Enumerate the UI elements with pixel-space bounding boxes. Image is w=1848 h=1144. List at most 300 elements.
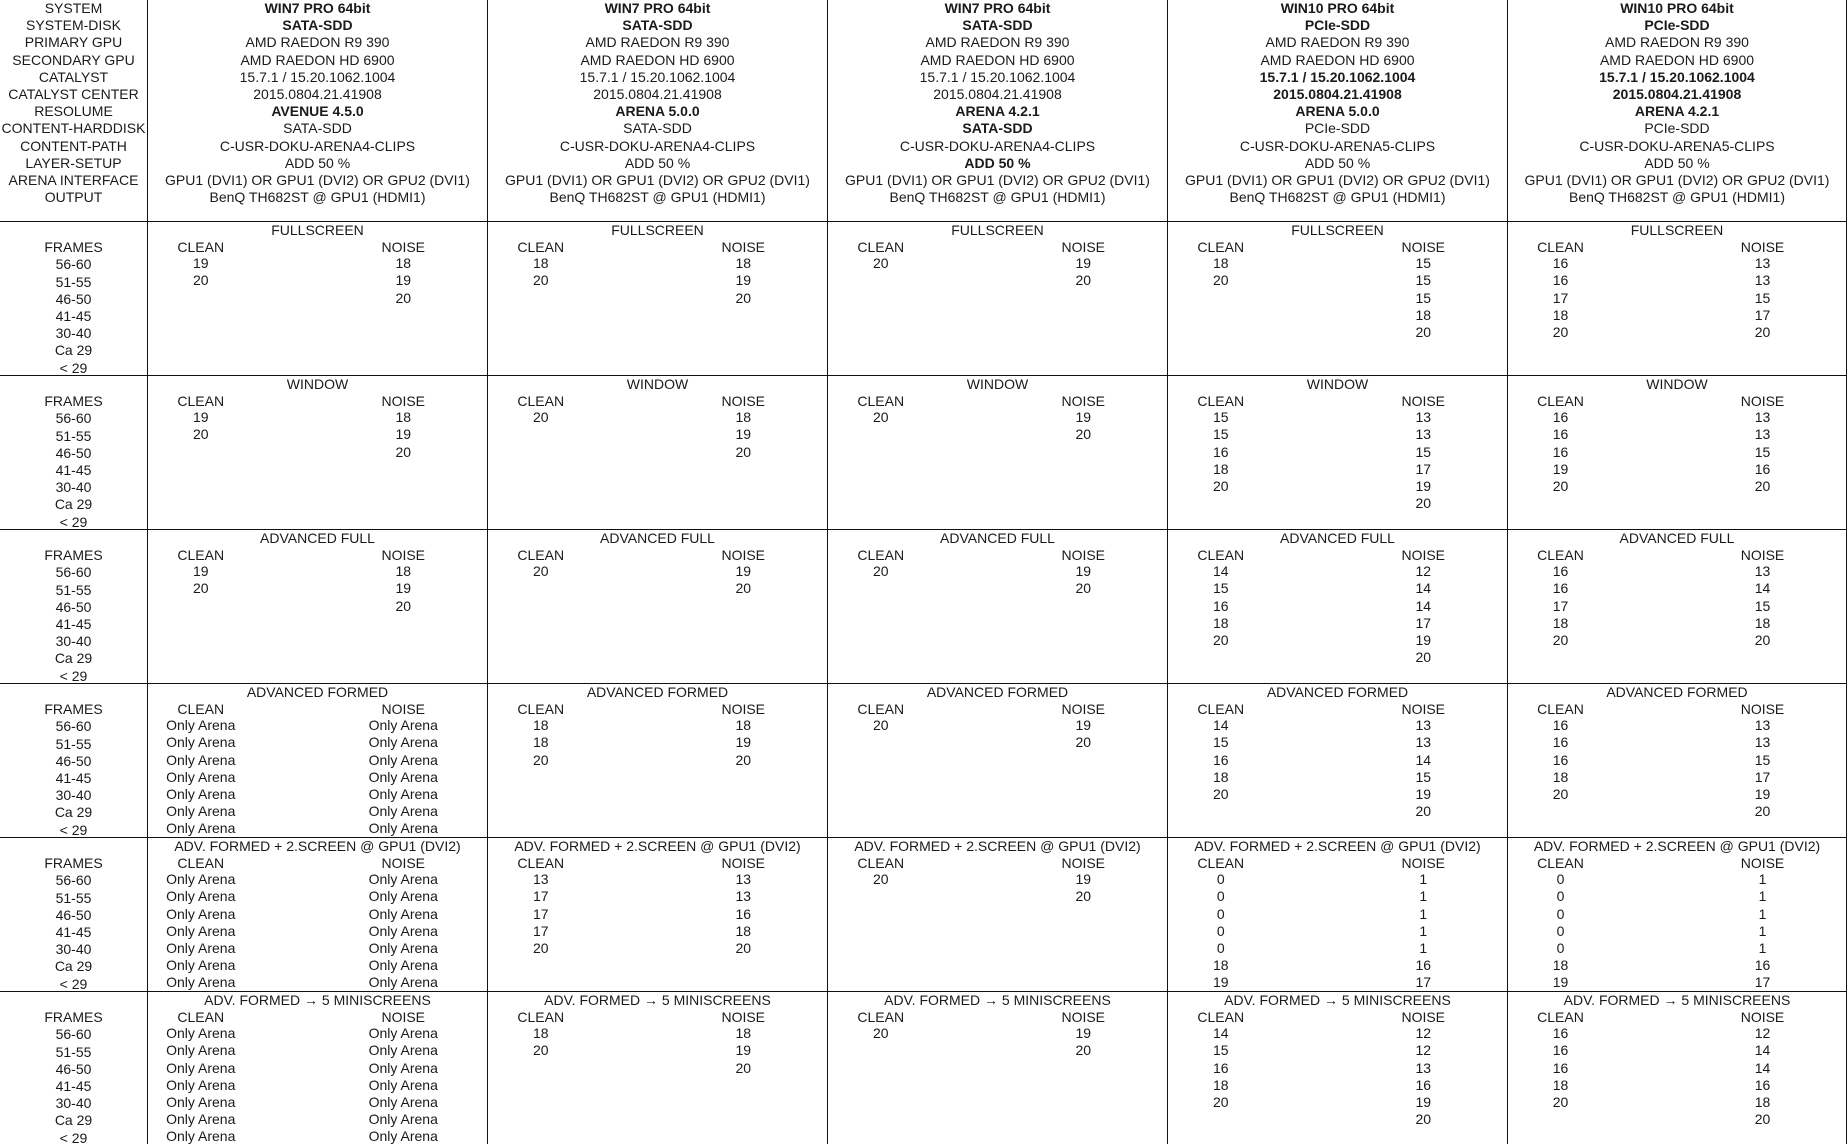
result-cell	[148, 222, 488, 376]
noise-value: 19	[999, 255, 1169, 272]
result-row	[1168, 632, 1507, 649]
clean-noise-header	[148, 1009, 487, 1025]
clean-value: 14	[1168, 1025, 1306, 1042]
result-row	[828, 1025, 1167, 1042]
result-row	[1168, 615, 1507, 632]
result-row	[488, 906, 827, 923]
clean-value: 14	[1168, 717, 1306, 734]
result-row	[1168, 307, 1507, 324]
result-row	[1508, 923, 1846, 940]
noise-value: 1	[1678, 888, 1847, 905]
spec-value: WIN10 PRO 64bit	[1168, 0, 1507, 17]
noise-value: 19	[659, 426, 829, 443]
result-row	[488, 255, 827, 272]
frame-range-label: < 29	[0, 822, 147, 839]
noise-value: 1	[1339, 871, 1509, 888]
spec-value: AMD RAEDON HD 6900	[148, 52, 487, 69]
spec-value: BenQ TH682ST @ GPU1 (HDMI1)	[148, 189, 487, 206]
section-title: WINDOW	[1168, 376, 1507, 393]
clean-value: 20	[828, 1025, 966, 1042]
frame-range-label: 51-55	[0, 428, 147, 445]
result-row	[488, 888, 827, 905]
noise-value: 16	[659, 906, 829, 923]
result-row	[488, 444, 827, 461]
clean-value: 16	[1508, 1042, 1645, 1059]
clean-value: 0	[1168, 940, 1306, 957]
clean-value: 15	[1168, 409, 1306, 426]
result-row	[1168, 769, 1507, 786]
noise-value: Only Arena	[319, 717, 489, 734]
frame-range-label: 41-45	[0, 308, 147, 325]
noise-value: 13	[1678, 563, 1847, 580]
result-row	[828, 734, 1167, 751]
result-row	[148, 598, 487, 615]
frame-range-label: 30-40	[0, 479, 147, 496]
result-row	[1508, 957, 1846, 974]
clean-value: 16	[1508, 255, 1645, 272]
clean-header: CLEAN	[828, 1009, 966, 1025]
result-row	[1168, 1111, 1507, 1128]
clean-value: 20	[1508, 1094, 1645, 1111]
noise-header: NOISE	[659, 701, 829, 717]
clean-value: 20	[1168, 786, 1306, 803]
spec-value: ARENA 4.2.1	[1508, 103, 1846, 120]
noise-value: Only Arena	[319, 1077, 489, 1094]
noise-value: 15	[1339, 255, 1509, 272]
noise-value: 18	[1678, 615, 1847, 632]
noise-value: 19	[659, 1042, 829, 1059]
section-title: ADVANCED FORMED	[488, 684, 827, 701]
noise-header: NOISE	[1339, 855, 1509, 871]
noise-value: 19	[999, 871, 1169, 888]
noise-value: 20	[659, 580, 829, 597]
clean-value	[148, 290, 286, 307]
noise-value: 20	[319, 444, 489, 461]
frame-range-label: 56-60	[0, 564, 147, 581]
noise-value: Only Arena	[319, 1094, 489, 1111]
noise-value: 19	[999, 409, 1169, 426]
clean-value	[828, 734, 966, 751]
noise-header: NOISE	[999, 1009, 1169, 1025]
clean-value: Only Arena	[148, 974, 286, 991]
noise-header: NOISE	[1339, 1009, 1509, 1025]
spec-value: GPU1 (DVI1) OR GPU1 (DVI2) OR GPU2 (DVI1)	[1168, 172, 1507, 189]
clean-value: Only Arena	[148, 1094, 286, 1111]
clean-value: Only Arena	[148, 752, 286, 769]
result-cell	[148, 992, 488, 1144]
frame-range-label: 30-40	[0, 787, 147, 804]
frame-range-label: Ca 29	[0, 342, 147, 359]
result-row	[1168, 940, 1507, 957]
noise-header: NOISE	[999, 855, 1169, 871]
result-row	[148, 290, 487, 307]
clean-value: 18	[488, 717, 626, 734]
spec-value: AMD RAEDON R9 390	[828, 34, 1167, 51]
result-cell	[148, 838, 488, 992]
clean-value: 19	[148, 563, 286, 580]
noise-value: Only Arena	[319, 906, 489, 923]
clean-noise-header	[488, 701, 827, 717]
noise-value: 14	[1339, 598, 1509, 615]
spec-value: WIN7 PRO 64bit	[488, 0, 827, 17]
clean-noise-header	[148, 855, 487, 871]
clean-value	[488, 290, 626, 307]
noise-value: Only Arena	[319, 752, 489, 769]
section-title: ADVANCED FULL	[1508, 530, 1846, 547]
clean-value	[828, 426, 966, 443]
section-title: ADV. FORMED + 2.SCREEN @ GPU1 (DVI2)	[148, 838, 487, 855]
noise-value: 16	[1339, 1077, 1509, 1094]
section-title: ADV. FORMED + 2.SCREEN @ GPU1 (DVI2)	[488, 838, 827, 855]
clean-value: 0	[1508, 871, 1645, 888]
result-row	[1168, 803, 1507, 820]
result-row	[148, 752, 487, 769]
frame-range-label: 46-50	[0, 907, 147, 924]
spec-value: 15.7.1 / 15.20.1062.1004	[488, 69, 827, 86]
clean-value: 18	[1508, 615, 1645, 632]
noise-value: 20	[999, 734, 1169, 751]
frames-heading: FRAMES	[0, 239, 147, 256]
result-row	[1168, 649, 1507, 666]
result-row	[828, 717, 1167, 734]
clean-value: 18	[1508, 769, 1645, 786]
clean-noise-header	[828, 1009, 1167, 1025]
frame-range-label: Ca 29	[0, 958, 147, 975]
clean-value: 17	[488, 888, 626, 905]
result-row	[1168, 272, 1507, 289]
clean-value: Only Arena	[148, 1025, 286, 1042]
frame-range-label: 56-60	[0, 1026, 147, 1043]
result-row	[1168, 1077, 1507, 1094]
noise-value: 19	[1339, 786, 1509, 803]
result-row	[828, 563, 1167, 580]
section-title: ADVANCED FORMED	[1508, 684, 1846, 701]
noise-header: NOISE	[319, 855, 489, 871]
noise-value: 20	[659, 752, 829, 769]
clean-value: 16	[1168, 1060, 1306, 1077]
result-row	[148, 906, 487, 923]
noise-value: 14	[1339, 580, 1509, 597]
spec-value: BenQ TH682ST @ GPU1 (HDMI1)	[1508, 189, 1846, 206]
noise-value: 18	[659, 255, 829, 272]
clean-noise-header	[1508, 1009, 1846, 1025]
clean-value: Only Arena	[148, 1077, 286, 1094]
clean-header: CLEAN	[148, 701, 286, 717]
spec-value: SATA-SDD	[148, 120, 487, 137]
noise-value: 13	[1339, 426, 1509, 443]
result-row	[148, 426, 487, 443]
spec-value: ADD 50 %	[1168, 155, 1507, 172]
result-row	[148, 409, 487, 426]
result-row	[488, 1042, 827, 1059]
noise-value: 20	[319, 598, 489, 615]
spec-value: AMD RAEDON HD 6900	[488, 52, 827, 69]
clean-value: 17	[488, 923, 626, 940]
spec-value: SATA-SDD	[488, 17, 827, 34]
spec-value: AMD RAEDON R9 390	[1168, 34, 1507, 51]
noise-value: 13	[659, 871, 829, 888]
noise-header: NOISE	[659, 393, 829, 409]
spec-value: SATA-SDD	[148, 17, 487, 34]
spec-value: 2015.0804.21.41908	[1508, 86, 1846, 103]
frame-range-label: Ca 29	[0, 650, 147, 667]
section-title: FULLSCREEN	[488, 222, 827, 239]
frame-range-label: 56-60	[0, 410, 147, 427]
noise-value: 19	[999, 717, 1169, 734]
result-row	[1508, 255, 1846, 272]
clean-value	[1508, 1111, 1645, 1128]
clean-noise-header	[828, 855, 1167, 871]
noise-value: 13	[1678, 409, 1847, 426]
noise-value: Only Arena	[319, 734, 489, 751]
noise-value: 20	[999, 1042, 1169, 1059]
section-title: ADV. FORMED + 2.SCREEN @ GPU1 (DVI2)	[1168, 838, 1507, 855]
result-row	[1508, 769, 1846, 786]
result-cell	[1168, 376, 1508, 530]
noise-header: NOISE	[1339, 701, 1509, 717]
noise-value: 17	[1339, 461, 1509, 478]
result-cell	[488, 376, 828, 530]
clean-header: CLEAN	[828, 393, 966, 409]
noise-value: Only Arena	[319, 1128, 489, 1144]
noise-value: 13	[659, 888, 829, 905]
clean-value: 20	[1508, 632, 1645, 649]
noise-value: 19	[319, 426, 489, 443]
result-row	[148, 1111, 487, 1128]
clean-noise-header	[148, 547, 487, 563]
clean-value	[488, 580, 626, 597]
clean-value: 15	[1168, 426, 1306, 443]
clean-value: 16	[1508, 1060, 1645, 1077]
result-row	[1508, 871, 1846, 888]
result-row	[1168, 444, 1507, 461]
spec-value: BenQ TH682ST @ GPU1 (HDMI1)	[828, 189, 1167, 206]
noise-value: 13	[1678, 255, 1847, 272]
frame-range-label: 51-55	[0, 274, 147, 291]
section-title: ADV. FORMED → 5 MINISCREENS	[828, 992, 1167, 1009]
result-row	[828, 1042, 1167, 1059]
clean-value: 20	[828, 717, 966, 734]
spec-value: WIN10 PRO 64bit	[1508, 0, 1846, 17]
frame-range-label: 51-55	[0, 1044, 147, 1061]
clean-value: 0	[1508, 940, 1645, 957]
result-row	[1508, 324, 1846, 341]
clean-header: CLEAN	[1508, 855, 1645, 871]
system-spec-cell	[488, 0, 828, 222]
frame-range-label: 30-40	[0, 325, 147, 342]
header-label: PRIMARY GPU	[0, 34, 147, 51]
clean-value: Only Arena	[148, 734, 286, 751]
result-row	[488, 717, 827, 734]
result-row	[1508, 974, 1846, 991]
clean-noise-header	[1508, 855, 1846, 871]
clean-noise-header	[148, 393, 487, 409]
noise-value: 18	[1339, 307, 1509, 324]
clean-noise-header	[1168, 701, 1507, 717]
noise-header: NOISE	[1339, 239, 1509, 255]
clean-noise-header	[148, 701, 487, 717]
clean-noise-header	[488, 855, 827, 871]
clean-value	[1168, 649, 1306, 666]
clean-value: 17	[488, 906, 626, 923]
noise-value: 15	[1339, 444, 1509, 461]
result-cell	[148, 530, 488, 684]
result-cell	[148, 684, 488, 838]
result-cell	[828, 376, 1168, 530]
noise-header: NOISE	[999, 547, 1169, 563]
system-spec-cell	[1508, 0, 1847, 222]
noise-value: 17	[1678, 769, 1847, 786]
clean-value: 18	[488, 734, 626, 751]
noise-value: Only Arena	[319, 803, 489, 820]
clean-noise-header	[1168, 855, 1507, 871]
result-cell	[1508, 222, 1847, 376]
header-label: SECONDARY GPU	[0, 52, 147, 69]
result-row	[1508, 786, 1846, 803]
header-label: RESOLUME	[0, 103, 147, 120]
section-title: ADV. FORMED → 5 MINISCREENS	[1168, 992, 1507, 1009]
spec-value: AMD RAEDON R9 390	[148, 34, 487, 51]
clean-value: Only Arena	[148, 1060, 286, 1077]
clean-value	[1508, 803, 1645, 820]
frame-range-label: 56-60	[0, 718, 147, 735]
noise-value: 18	[319, 409, 489, 426]
clean-value: 20	[488, 940, 626, 957]
noise-value: 20	[659, 940, 829, 957]
frame-range-label: 56-60	[0, 256, 147, 273]
result-row	[1168, 888, 1507, 905]
clean-header: CLEAN	[1508, 701, 1645, 717]
frame-range-label: 30-40	[0, 633, 147, 650]
clean-value: 17	[1508, 290, 1645, 307]
noise-value: 19	[999, 1025, 1169, 1042]
clean-value	[1168, 324, 1306, 341]
noise-header: NOISE	[659, 855, 829, 871]
result-row	[488, 290, 827, 307]
clean-value: 19	[1508, 974, 1645, 991]
result-row	[148, 1094, 487, 1111]
noise-value: Only Arena	[319, 957, 489, 974]
clean-value: 14	[1168, 563, 1306, 580]
result-cell	[1508, 684, 1847, 838]
result-cell	[1168, 530, 1508, 684]
noise-value: 20	[1339, 649, 1509, 666]
result-row	[1508, 1077, 1846, 1094]
section-title: FULLSCREEN	[148, 222, 487, 239]
clean-noise-header	[828, 547, 1167, 563]
result-cell	[1168, 684, 1508, 838]
noise-header: NOISE	[1339, 393, 1509, 409]
noise-value: 19	[659, 272, 829, 289]
spec-value: SATA-SDD	[828, 17, 1167, 34]
noise-header: NOISE	[1339, 547, 1509, 563]
result-row	[1168, 1094, 1507, 1111]
noise-value: 15	[1678, 290, 1847, 307]
result-row	[1168, 752, 1507, 769]
result-row	[1508, 290, 1846, 307]
spec-value: AMD RAEDON HD 6900	[1168, 52, 1507, 69]
noise-header: NOISE	[659, 547, 829, 563]
noise-value: Only Arena	[319, 1111, 489, 1128]
spec-value: GPU1 (DVI1) OR GPU1 (DVI2) OR GPU2 (DVI1)	[828, 172, 1167, 189]
result-row	[1508, 615, 1846, 632]
noise-value: 1	[1678, 923, 1847, 940]
noise-value: 19	[659, 563, 829, 580]
clean-value	[488, 426, 626, 443]
clean-value	[828, 1042, 966, 1059]
spec-value: 15.7.1 / 15.20.1062.1004	[828, 69, 1167, 86]
result-row	[488, 272, 827, 289]
header-labels-cell	[0, 0, 148, 222]
clean-value: 20	[828, 563, 966, 580]
frames-heading: FRAMES	[0, 547, 147, 564]
result-row	[148, 580, 487, 597]
result-cell	[488, 530, 828, 684]
result-cell	[1508, 530, 1847, 684]
clean-value: Only Arena	[148, 940, 286, 957]
noise-value: Only Arena	[319, 940, 489, 957]
noise-value: 20	[659, 444, 829, 461]
result-row	[1508, 426, 1846, 443]
spec-value: 2015.0804.21.41908	[148, 86, 487, 103]
section-title: FULLSCREEN	[828, 222, 1167, 239]
clean-value: 18	[1508, 307, 1645, 324]
noise-header: NOISE	[319, 239, 489, 255]
section-title: ADV. FORMED → 5 MINISCREENS	[148, 992, 487, 1009]
result-row	[1508, 580, 1846, 597]
frame-range-label: 46-50	[0, 599, 147, 616]
clean-value: 20	[1508, 478, 1645, 495]
noise-value: 14	[1678, 1042, 1847, 1059]
frames-heading: FRAMES	[0, 1009, 147, 1026]
header-label: OUTPUT	[0, 189, 147, 206]
result-row	[1168, 906, 1507, 923]
noise-value: 18	[659, 409, 829, 426]
frames-label-cell	[0, 684, 148, 838]
clean-header: CLEAN	[1168, 239, 1306, 255]
spec-value: ADD 50 %	[1508, 155, 1846, 172]
result-row	[1168, 255, 1507, 272]
section-title: WINDOW	[488, 376, 827, 393]
noise-value: 17	[1678, 974, 1847, 991]
noise-value: 20	[999, 426, 1169, 443]
result-cell	[1168, 992, 1508, 1144]
result-row	[148, 940, 487, 957]
clean-value: 19	[148, 409, 286, 426]
result-cell	[828, 838, 1168, 992]
noise-value: 20	[999, 580, 1169, 597]
noise-header: NOISE	[659, 239, 829, 255]
clean-noise-header	[1168, 547, 1507, 563]
clean-value: 15	[1168, 1042, 1306, 1059]
noise-value: 20	[659, 290, 829, 307]
noise-value: Only Arena	[319, 923, 489, 940]
clean-value	[1168, 495, 1306, 512]
clean-value: 18	[1508, 957, 1645, 974]
clean-value: 20	[488, 752, 626, 769]
noise-header: NOISE	[1678, 393, 1847, 409]
frame-range-label: < 29	[0, 668, 147, 685]
noise-value: 20	[1339, 1111, 1509, 1128]
noise-value: 19	[1339, 632, 1509, 649]
result-row	[148, 769, 487, 786]
frame-range-label: Ca 29	[0, 1112, 147, 1129]
result-row	[1508, 1025, 1846, 1042]
result-cell	[1508, 376, 1847, 530]
noise-header: NOISE	[1678, 855, 1847, 871]
clean-value: 18	[488, 255, 626, 272]
noise-value: 13	[1678, 272, 1847, 289]
